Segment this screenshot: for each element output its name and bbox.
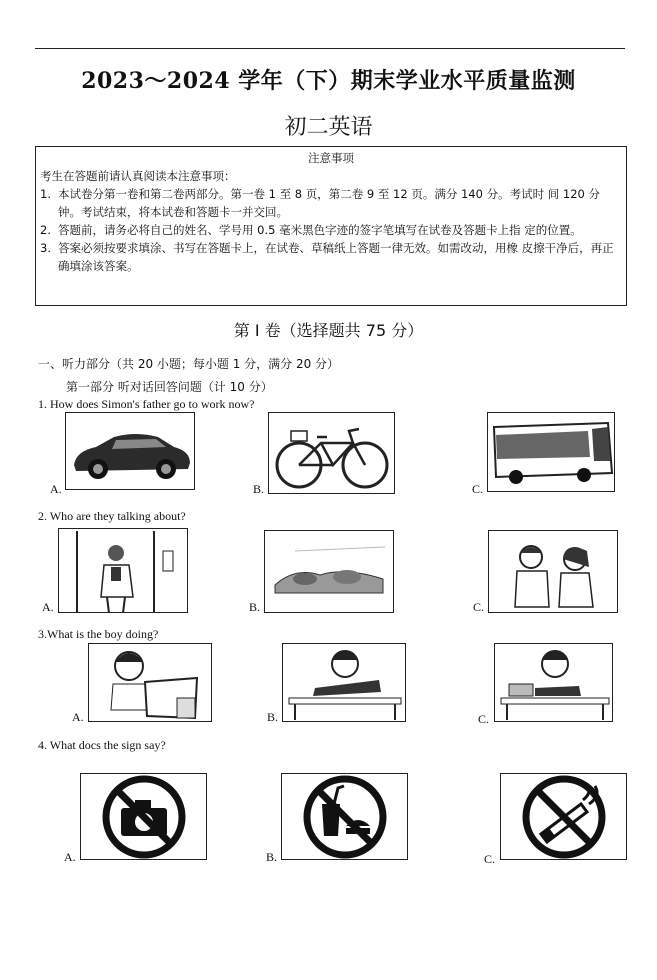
car-image (65, 412, 195, 490)
option-c: C. (484, 852, 496, 866)
section-title: 第 Ⅰ 卷（选择题共 75 分） (233, 321, 424, 340)
notice-item-text: 答题前，请务必将自己的姓名、学号用 0.5 毫米黑色字迹的签字笔填写在试卷及答题卡上指 定的位置。 (58, 223, 582, 237)
no-smoking-sign (500, 773, 627, 860)
sleeping-people-image (264, 530, 394, 613)
option-a: A. (50, 482, 62, 496)
notice-item (40, 221, 622, 239)
notice-box (35, 146, 627, 306)
notice-item-num: 2. (40, 223, 51, 237)
notice-item (40, 185, 622, 221)
option-b: B. (267, 710, 279, 724)
notice-item-num: 1. (40, 187, 51, 201)
option-c: C. (473, 600, 485, 614)
question-1: 1. How does Simon's father go to work now? (38, 397, 255, 411)
option-a: A. (72, 710, 84, 724)
security-guard-image (58, 528, 188, 613)
two-people-talking-image (488, 530, 618, 613)
option-a: A. (42, 600, 54, 614)
no-photography-sign (80, 773, 207, 860)
no-food-drink-sign (281, 773, 408, 860)
notice-item-text: 答案必须按要求填涂、书写在答题卡上，在试卷、草稿纸上答题一律无效。如需改动，用橡 皮擦干净后，再正确填涂该答案。 (58, 241, 614, 273)
part-heading: 一、听力部分（共 20 小题；每小题 1 分，满分 20 分） (38, 357, 340, 371)
option-b: B. (253, 482, 265, 496)
option-b: B. (249, 600, 261, 614)
option-c: C. (478, 712, 490, 726)
exam-title: 2023～2024 学年（下）期末学业水平质量监测 (81, 68, 576, 94)
notice-item-num: 3. (40, 241, 51, 255)
notice-heading: 注意事项 (308, 151, 354, 165)
top-rule (35, 48, 625, 49)
option-c: C. (472, 482, 484, 496)
boy-writing-image (282, 643, 406, 722)
question-4: 4. What docs the sign say? (38, 738, 166, 752)
question-2: 2. Who are they talking about? (38, 509, 186, 523)
boy-at-computer-image (88, 643, 212, 722)
option-a: A. (64, 850, 76, 864)
notice-item-text: 本试卷分第一卷和第二卷两部分。第一卷 1 至 8 页，第二卷 9 至 12 页。满分 140 分。考试时 间 120 分钟。考试结束，将本试卷和答题卡一并交回。 (58, 187, 601, 219)
part-subheading: 第一部分 听对话回答问题（计 10 分） (66, 380, 273, 394)
question-3: 3.What is the boy doing? (38, 627, 159, 641)
bus-image (487, 412, 615, 492)
bicycle-image (268, 412, 395, 494)
notice-intro: 考生在答题前请认真阅读本注意事项： (40, 169, 236, 183)
exam-subtitle: 初二英语 (284, 115, 373, 140)
option-b: B. (266, 850, 278, 864)
notice-item (40, 239, 622, 275)
boy-reading-image (494, 643, 613, 722)
